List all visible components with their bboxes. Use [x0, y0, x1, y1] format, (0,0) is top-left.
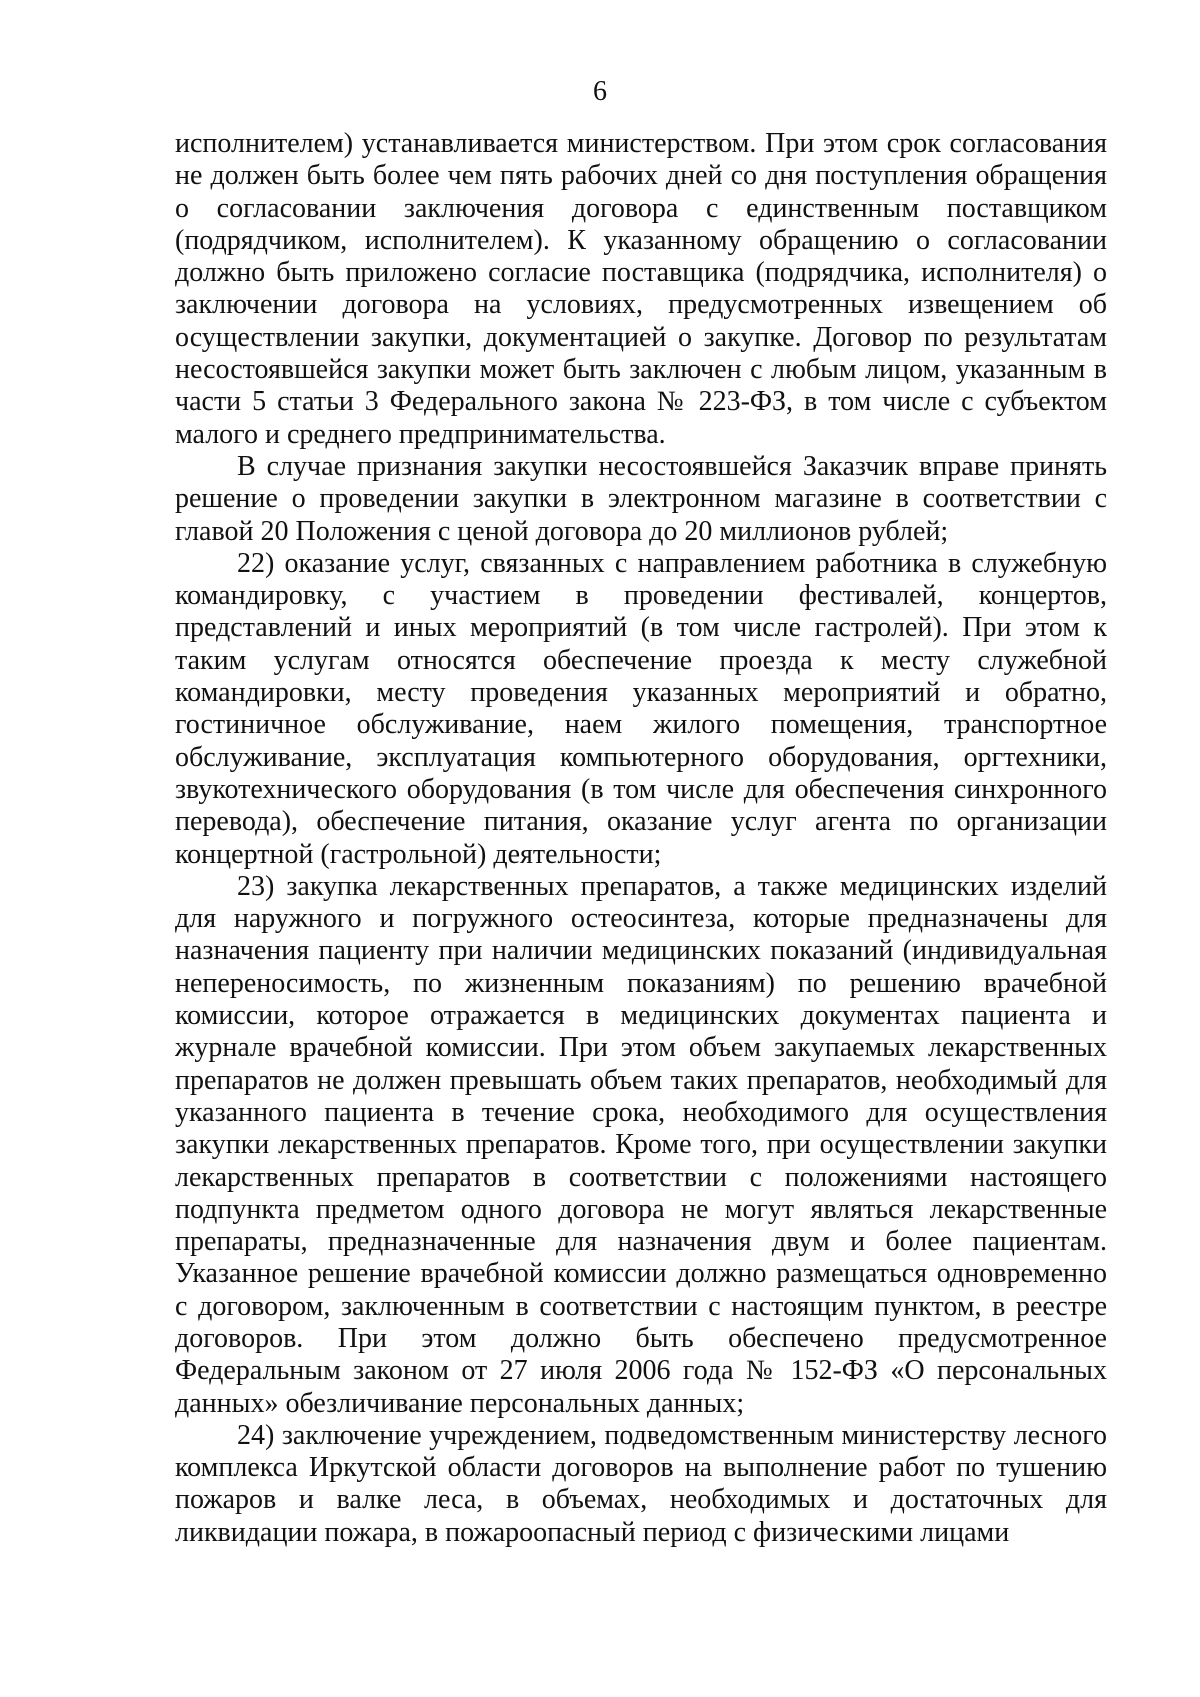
- page-number: 6: [593, 76, 607, 107]
- paragraph-item-24: 24) заключение учреждением, подведомственным министерству лесного комплекса Иркутской области договоров на выполнение работ по тушению пожаров и валке леса, в объемах, необходимых и достаточных для ликвидации пожара, в пожароопасный период с физическими лицами: [175, 1419, 1107, 1548]
- paragraph-item-22: 22) оказание услуг, связанных с направлением работника в служебную командировку, с участием в проведении фестивалей, концертов, представлений и иных мероприятий (в том числе гастролей). При этом к таким услугам относятся обеспечение проезда к месту служебной командировки, месту проведения указанных мероприятий и обратно, гостиничное обслуживание, наем жилого помещения, транспортное обслуживание, эксплуатация компьютерного оборудования, оргтехники, звукотехнического оборудования (в том числе для обеспечения синхронного перевода), обеспечение питания, оказание услуг агента по организации концертной (гастрольной) деятельности;: [175, 547, 1107, 870]
- document-body: [175, 128, 1107, 1549]
- paragraph-failed-procurement: В случае признания закупки несостоявшейся Заказчик вправе принять решение о проведении закупки в электронном магазине в соответствии с главой 20 Положения с ценой договора до 20 миллионов рублей;: [175, 450, 1107, 547]
- paragraph-item-23: 23) закупка лекарственных препаратов, а также медицинских изделий для наружного и погружного остеосинтеза, которые предназначены для назначения пациенту при наличии медицинских показаний (индивидуальная непереносимость, по жизненным показаниям) по решению врачебной комиссии, которое отражается в медицинских документах пациента и журнале врачебной комиссии. При этом объем закупаемых лекарственных препаратов не должен превышать объем таких препаратов, необходимый для указанного пациента в течение срока, необходимого для осуществления закупки лекарственных препаратов. Кроме того, при осуществлении закупки лекарственных препаратов в соответствии с положениями настоящего подпункта предметом одного договора не могут являться лекарственные препараты, предназначенные для назначения двум и более пациентам. Указанное решение врачебной комиссии должно размещаться одновременно с договором, заключенным в соответствии с настоящим пунктом, в реестре договоров. При этом должно быть обеспечено предусмотренное Федеральным законом от 27 июля 2006 года № 152-ФЗ «О персональных данных» обезличивание персональных данных;: [175, 870, 1107, 1419]
- paragraph-continuation: исполнителем) устанавливается министерством. При этом срок согласования не должен быть более чем пять рабочих дней со дня поступления обращения о согласовании заключения договора с единственным поставщиком (подрядчиком, исполнителем). К указанному обращению о согласовании должно быть приложено согласие поставщика (подрядчика, исполнителя) о заключении договора на условиях, предусмотренных извещением об осуществлении закупки, документацией о закупке. Договор по результатам несостоявшейся закупки может быть заключен с любым лицом, указанным в части 5 статьи 3 Федерального закона № 223-ФЗ, в том числе с субъектом малого и среднего предпринимательства.: [175, 128, 1107, 450]
